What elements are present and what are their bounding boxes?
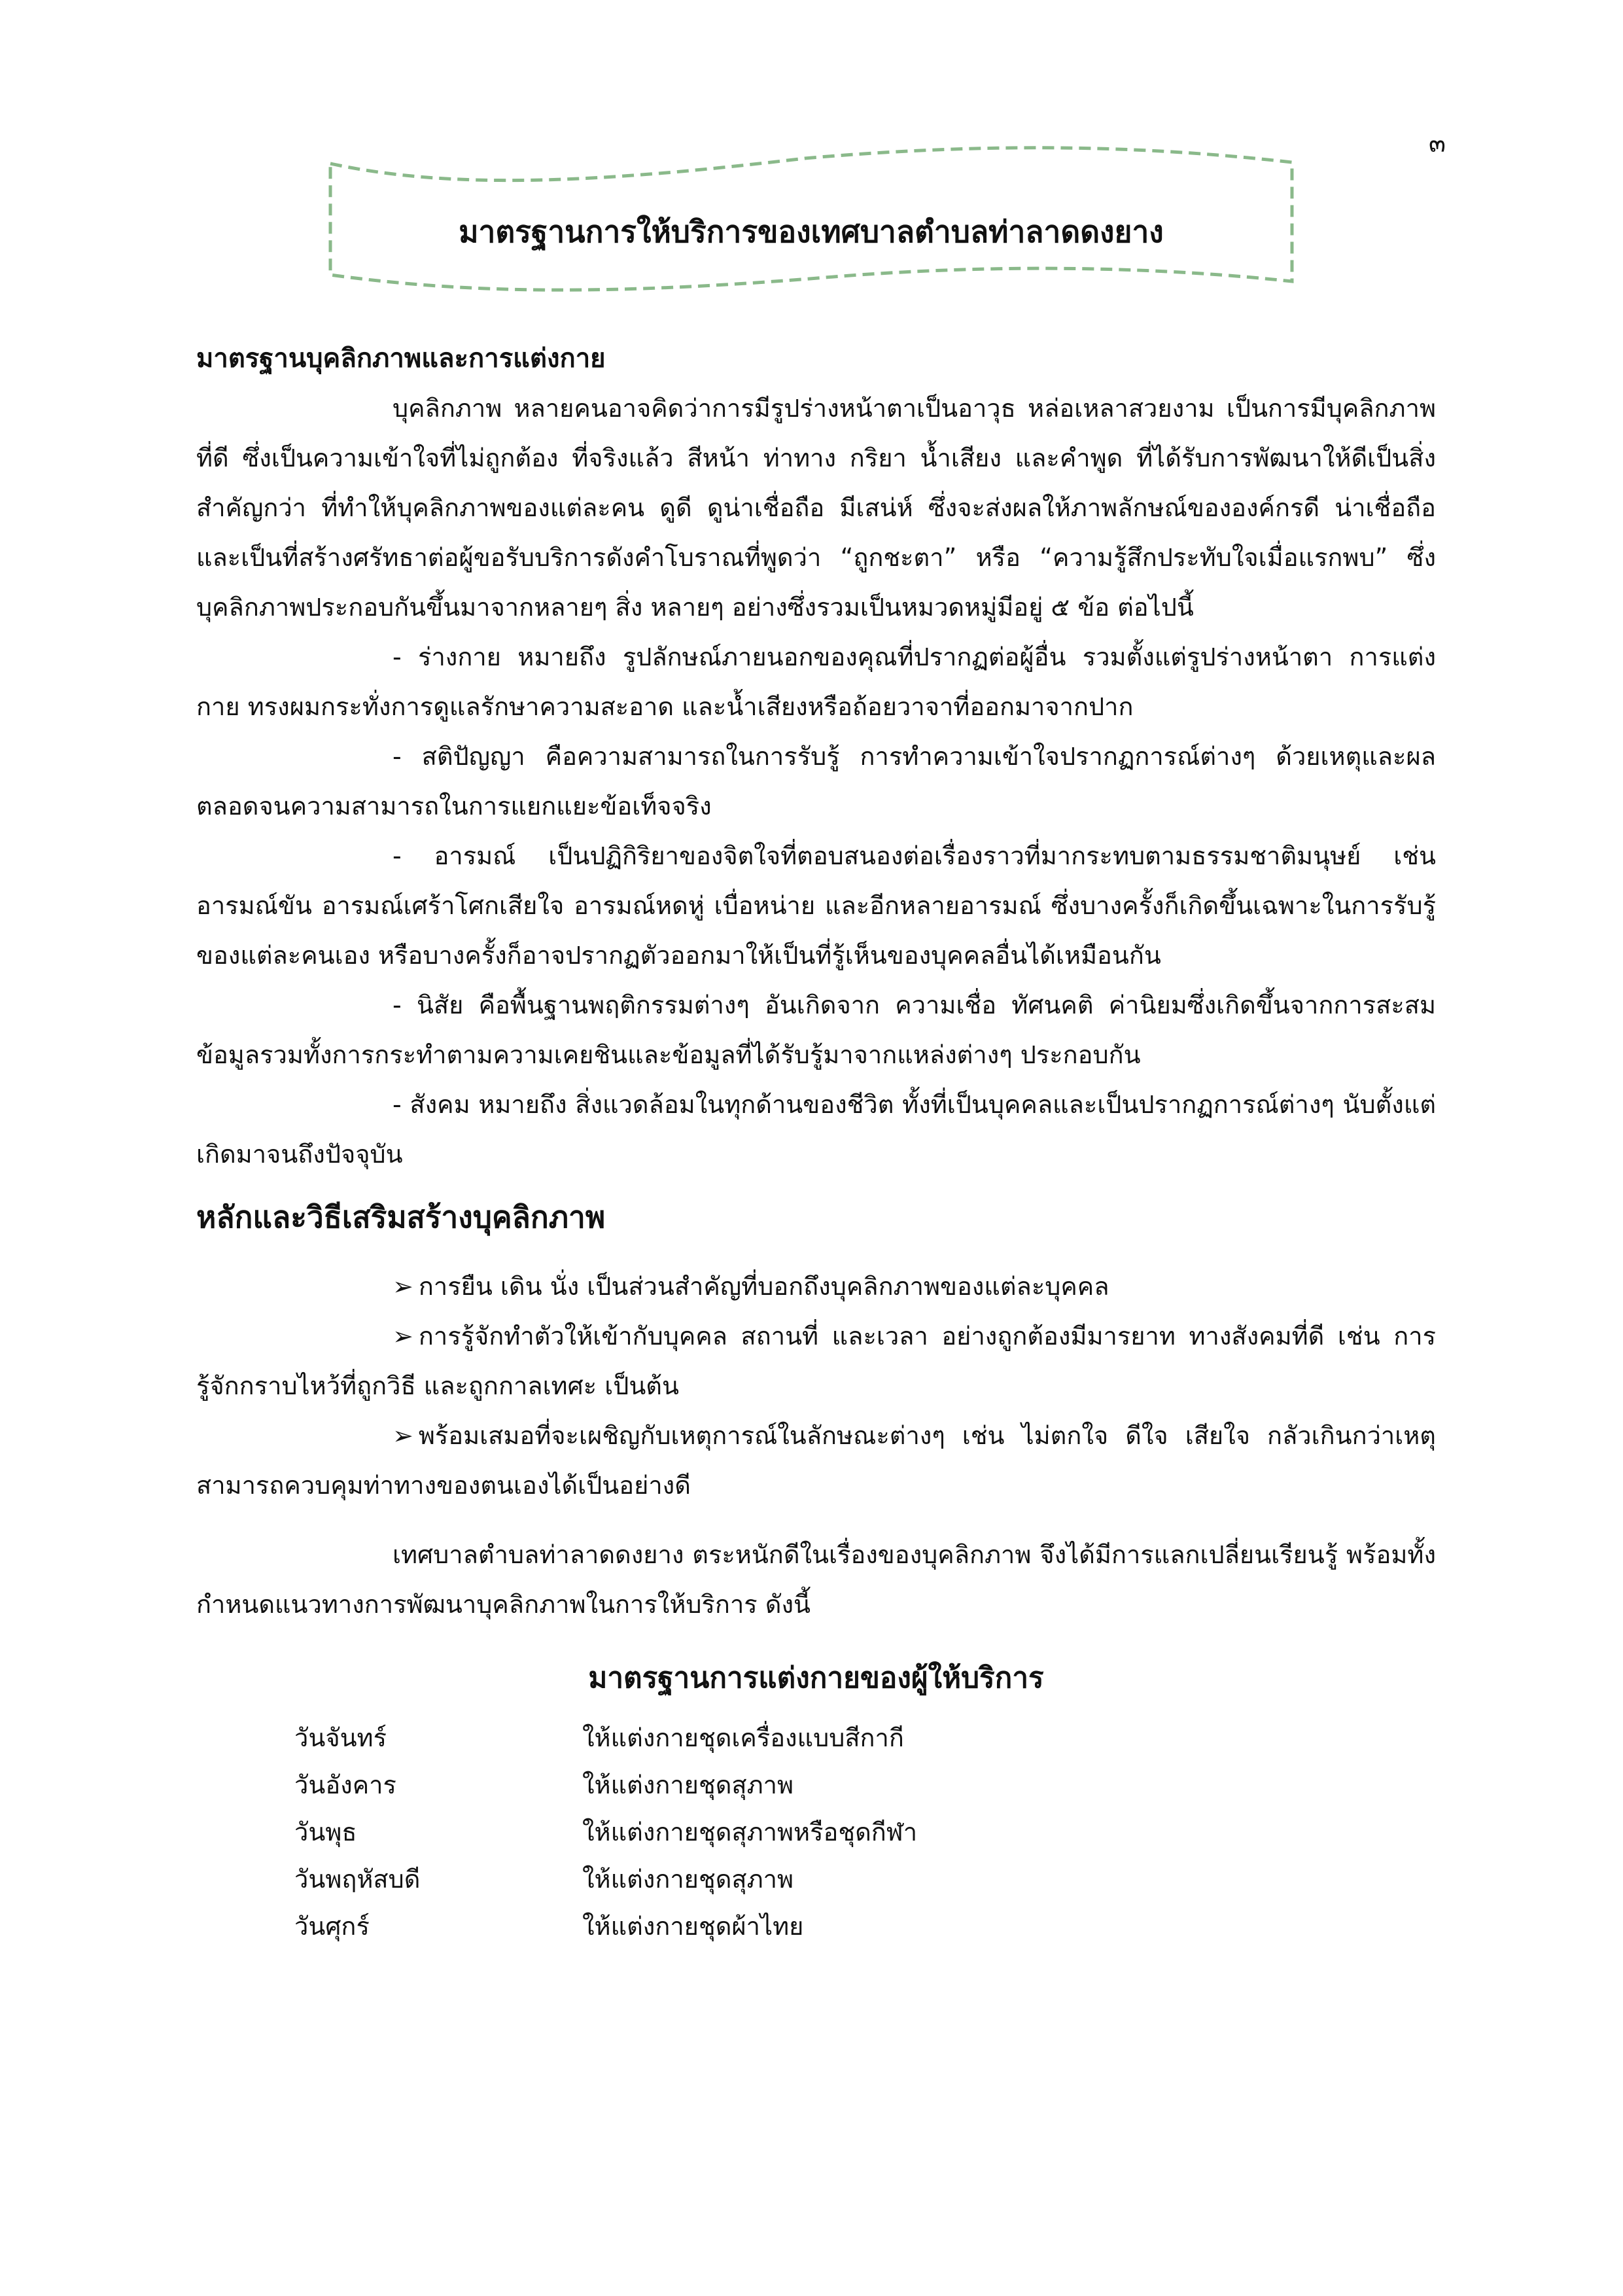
dress-attire: ให้แต่งกายชุดสุภาพหรือชุดกีฬา xyxy=(582,1818,918,1846)
dress-code-row xyxy=(196,1809,1436,1856)
principle-bullet: ➢ การรู้จักทำตัวให้เข้ากับบุคคล สถานที่ และเวลา อย่างถูกต้องมีมารยาท ทางสังคมที่ดี เช่น การรู้จักกราบไหว้ที่ถูกวิธี และถูกกาลเทศะ เป็นต้น xyxy=(196,1322,1436,1400)
banner-title: มาตรฐานการให้บริการของเทศบาลตำบลท่าลาดดงยาง xyxy=(459,214,1164,249)
section-heading-principles: หลักและวิธีเสริมสร้างบุคลิกภาพ xyxy=(196,1199,606,1235)
personality-item: - อารมณ์ เป็นปฏิกิริยาของจิตใจที่ตอบสนองต่อเรื่องราวที่มากระทบตามธรรมชาติมนุษย์ เช่น อารมณ์ขัน อารมณ์เศร้าโศกเสียใจ อารมณ์หดหู่ เบื่อหน่าย และอีกหลายอารมณ์ ซึ่งบางครั้งก็เกิดขึ้นเฉพาะในการรับรู้ของแต่ละคนเอง หรือบางครั้งก็อาจปรากฏตัวออกมาให้เป็นที่รู้เห็นของบุคคลอื่นได้เหมือนกัน xyxy=(196,841,1436,970)
intro-paragraph: บุคลิกภาพ หลายคนอาจคิดว่าการมีรูปร่างหน้าตาเป็นอาวุธ หล่อเหลาสวยงาม เป็นการมีบุคลิกภาพที่ดี ซึ่งเป็นความเข้าใจที่ไม่ถูกต้อง ที่จริงแล้ว สีหน้า ท่าทาง กริยา น้ำเสียง และคำพูด ที่ได้รับการพัฒนาให้ดีเป็นสิ่งสำคัญกว่า ที่ทำให้บุคลิกภาพของแต่ละคน ดูดี ดูน่าเชื่อถือ มีเสน่ห์ ซึ่งจะส่งผลให้ภาพลักษณ์ขององค์กรดี น่าเชื่อถือและเป็นที่สร้างศรัทธาต่อผู้ขอรับบริการดังคำโบราณที่พูดว่า “ถูกชะตา” หรือ “ความรู้สึกประทับใจเมื่อแรกพบ” ซึ่งบุคลิกภาพประกอบกันขึ้นมาจากหลายๆ สิ่ง หลายๆ อย่างซึ่งรวมเป็นหมวดหมู่มีอยู่ ๕ ข้อ ต่อไปนี้ xyxy=(196,394,1436,622)
dress-attire: ให้แต่งกายชุดสุภาพ xyxy=(582,1771,794,1799)
personality-item: - ร่างกาย หมายถึง รูปลักษณ์ภายนอกของคุณที่ปรากฏต่อผู้อื่น รวมตั้งแต่รูปร่างหน้าตา การแต่งกาย ทรงผมกระทั่งการดูแลรักษาความสะอาด และน้ำเสียงหรือถ้อยวาจาที่ออกมาจากปาก xyxy=(196,643,1436,721)
title-banner xyxy=(321,144,1302,294)
closing-paragraph: เทศบาลตำบลท่าลาดดงยาง ตระหนักดีในเรื่องของบุคลิกภาพ จึงได้มีการแลกเปลี่ยนเรียนรู้ พร้อมทั้งกำหนดแนวทางการพัฒนาบุคลิกภาพในการให้บริการ ดังนี้ xyxy=(196,1540,1436,1619)
principle-bullet: ➢ พร้อมเสมอที่จะเผชิญกับเหตุการณ์ในลักษณะต่างๆ เช่น ไม่ตกใจ ดีใจ เสียใจ กลัวเกินกว่าเหตุ สามารถควบคุมท่าทางของตนเองได้เป็นอย่างดี xyxy=(196,1421,1436,1500)
dress-day: วันอังคาร xyxy=(294,1771,396,1799)
arrow-bullet-icon: ➢ xyxy=(393,1421,413,1450)
dress-day: วันจันทร์ xyxy=(294,1723,387,1752)
section-heading-personality: มาตรฐานบุคลิกภาพและการแต่งกาย xyxy=(196,344,606,374)
dress-attire: ให้แต่งกายชุดเครื่องแบบสีกากี xyxy=(582,1723,904,1752)
page-number: ๓ xyxy=(1429,129,1446,158)
principle-bullet: ➢ การยืน เดิน นั่ง เป็นส่วนสำคัญที่บอกถึงบุคลิกภาพของแต่ละบุคคล xyxy=(393,1272,1109,1301)
dress-day: วันพุธ xyxy=(294,1818,357,1846)
personality-item: - นิสัย คือพื้นฐานพฤติกรรมต่างๆ อันเกิดจาก ความเชื่อ ทัศนคติ ค่านิยมซึ่งเกิดขึ้นจากการสะสมข้อมูลรวมทั้งการกระทำตามความเคยชินและข้อมูลที่ได้รับรู้มาจากแหล่งต่างๆ ประกอบกัน xyxy=(196,991,1436,1069)
dress-code-row xyxy=(196,1856,1436,1903)
arrow-bullet-icon: ➢ xyxy=(393,1272,413,1301)
dress-code-row xyxy=(196,1761,1436,1809)
dress-code-heading: มาตรฐานการแต่งกายของผู้ให้บริการ xyxy=(588,1661,1044,1695)
personality-item: - สังคม หมายถึง สิ่งแวดล้อมในทุกด้านของชีวิต ทั้งที่เป็นบุคคลและเป็นปรากฏการณ์ต่างๆ นับตั้งแต่เกิดมาจนถึงปัจจุบัน xyxy=(196,1090,1436,1169)
arrow-bullet-icon: ➢ xyxy=(393,1322,413,1351)
personality-item: - สติปัญญา คือความสามารถในการรับรู้ การทำความเข้าใจปรากฏการณ์ต่างๆ ด้วยเหตุและผล ตลอดจนความสามารถในการแยกแยะข้อเท็จจริง xyxy=(196,742,1436,821)
document-body xyxy=(196,334,1436,1950)
dress-attire: ให้แต่งกายชุดผ้าไทย xyxy=(582,1912,804,1941)
dress-code-row xyxy=(196,1714,1436,1761)
dress-day: วันศุกร์ xyxy=(294,1912,370,1941)
dress-attire: ให้แต่งกายชุดสุภาพ xyxy=(582,1865,794,1894)
dress-day: วันพฤหัสบดี xyxy=(294,1865,421,1894)
dress-code-row xyxy=(196,1903,1436,1950)
